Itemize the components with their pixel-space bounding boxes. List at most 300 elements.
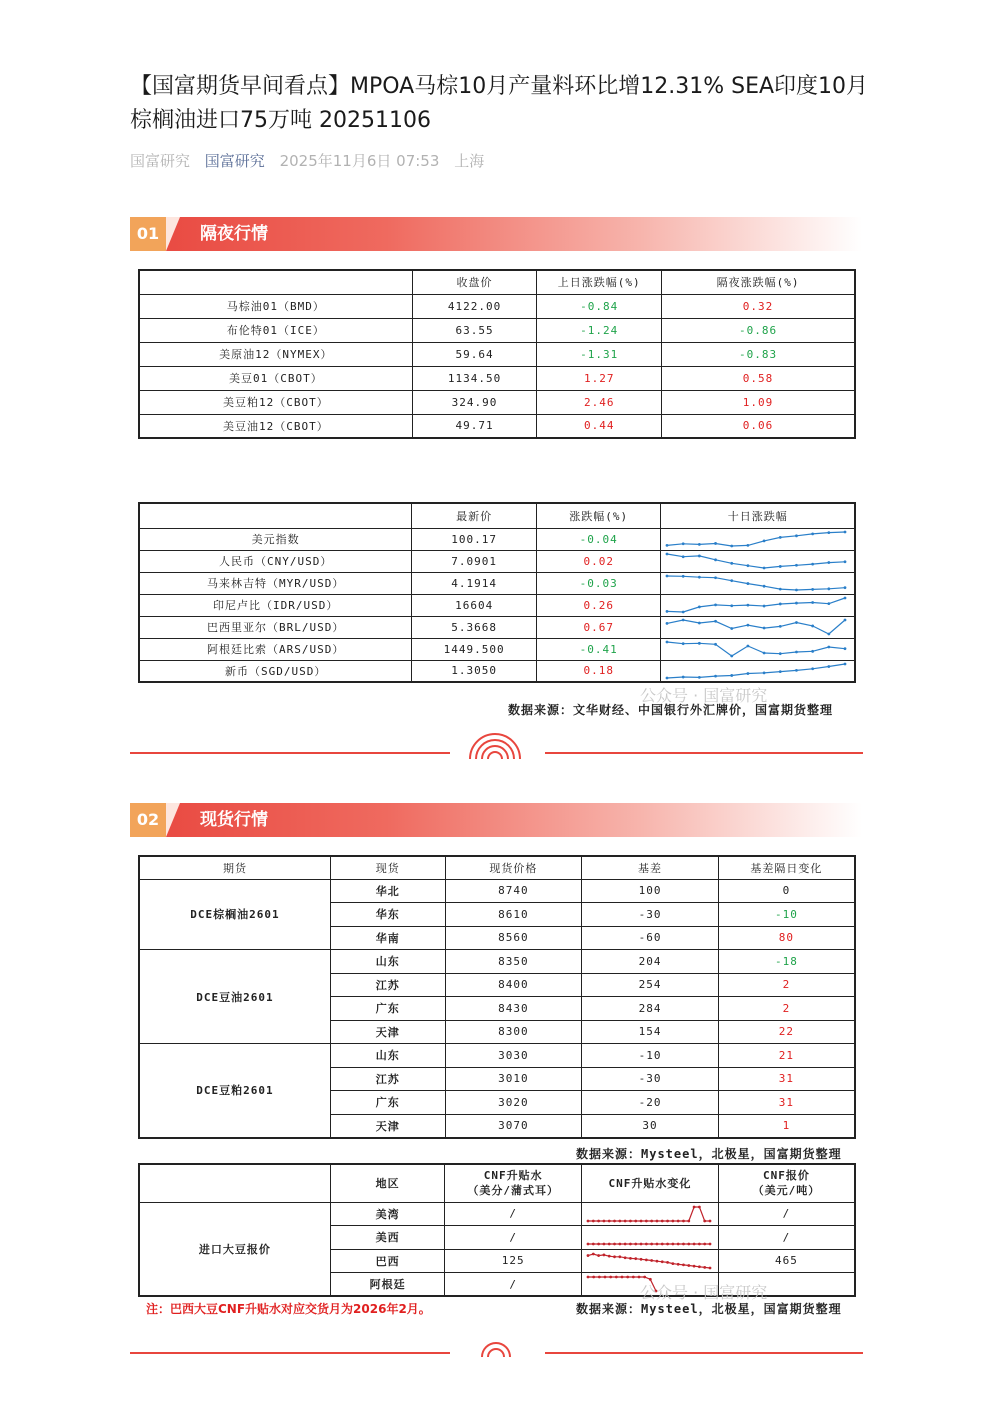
close-price: 324.90 <box>412 390 537 414</box>
spot-header: 现货 <box>330 856 445 879</box>
cnf-change-sparkline-point <box>693 1205 696 1208</box>
publish-datetime: 2025年11月6日 07:53 <box>279 152 440 170</box>
import-soybean-label: 进口大豆报价 <box>139 1202 330 1296</box>
basis: -30 <box>582 903 719 927</box>
currency-name: 人民币（CNY/USD） <box>139 550 412 572</box>
cnf-change-sparkline-point <box>608 1255 611 1258</box>
ten-day-sparkline-point <box>796 589 799 592</box>
cnf-change-sparkline-point <box>618 1255 621 1258</box>
cnf-change-sparkline-point <box>687 1264 690 1267</box>
ten-day-sparkline-point <box>844 662 847 665</box>
cnf-change-sparkline-point <box>698 1265 701 1268</box>
ten-day-sparkline-point <box>666 676 669 679</box>
spot-price: 3020 <box>445 1091 582 1115</box>
spot-price: 8560 <box>445 926 582 950</box>
cnf-change-sparkline-point <box>640 1219 643 1222</box>
latest-price: 1449.500 <box>412 638 537 660</box>
instrument-name: 美原油12（NYMEX） <box>139 342 412 366</box>
basis-change: 0 <box>718 879 855 903</box>
ten-day-sparkline-point <box>828 646 831 649</box>
ten-day-sparkline <box>661 639 851 659</box>
section-title: 现货行情 <box>200 810 268 830</box>
ten-day-sparkline-point <box>812 563 815 566</box>
fx-header <box>139 503 412 528</box>
ten-day-sparkline-line <box>667 576 845 590</box>
cnf-change-sparkline-point <box>608 1219 611 1222</box>
cnf-change-sparkline-point <box>655 1219 658 1222</box>
spot-region: 山东 <box>330 1044 445 1068</box>
ten-day-sparkline-point <box>747 604 750 607</box>
cnf-change-sparkline-point <box>592 1219 595 1222</box>
ten-day-sparkline-point <box>731 655 734 658</box>
cnf-change-sparkline-point <box>597 1243 600 1246</box>
close-price: 1134.50 <box>412 366 537 390</box>
cnf-header: CNF升贴水 （美分/蒲式耳） <box>445 1164 582 1202</box>
basis-change: 2 <box>718 997 855 1021</box>
cnf-change-sparkline-point <box>629 1257 632 1260</box>
cnf-change-sparkline-point <box>629 1243 632 1246</box>
basis: 204 <box>582 950 719 974</box>
cnf-quote: / <box>718 1226 855 1250</box>
section-banner-overnight <box>130 217 862 251</box>
ten-day-sparkline-point <box>715 643 718 646</box>
pct-change: 0.02 <box>536 550 661 572</box>
cnf-change-sparkline-point <box>709 1266 712 1269</box>
instrument-name: 美豆01（CBOT） <box>139 366 412 390</box>
divider-right <box>545 752 863 754</box>
cnf-premium: / <box>445 1226 582 1250</box>
cnf-change-sparkline-point <box>698 1243 701 1246</box>
ten-day-sparkline-point <box>796 651 799 654</box>
cnf-change-sparkline-point <box>608 1243 611 1246</box>
spot-region: 华东 <box>330 903 445 927</box>
basis-change: 31 <box>718 1091 855 1115</box>
cnf-change-sparkline-point <box>703 1266 706 1269</box>
ten-day-sparkline-point <box>731 627 734 630</box>
ten-day-sparkline-line <box>667 620 845 634</box>
spot-table <box>138 855 856 1139</box>
basis: -60 <box>582 926 719 950</box>
ten-day-sparkline-point <box>731 562 734 565</box>
prev-day-change: -1.31 <box>537 342 662 366</box>
spot-price: 8300 <box>445 1020 582 1044</box>
cnf-change-sparkline-point <box>587 1254 590 1257</box>
spot-header: 现货价格 <box>445 856 582 879</box>
table-row <box>139 342 855 366</box>
ten-day-sparkline-cell <box>661 638 855 660</box>
basis: -20 <box>582 1091 719 1115</box>
ten-day-sparkline-point <box>844 586 847 589</box>
spot-region: 天津 <box>330 1020 445 1044</box>
close-price: 59.64 <box>412 342 537 366</box>
ten-day-sparkline-point <box>682 619 685 622</box>
pct-change: 0.67 <box>536 616 661 638</box>
futures-header: 上日涨跌幅(%) <box>537 270 662 294</box>
cnf-change-sparkline-point <box>602 1253 605 1256</box>
section-title: 隔夜行情 <box>200 224 268 244</box>
close-price: 49.71 <box>412 414 537 438</box>
cloud-ornament-icon <box>465 731 525 761</box>
cnf-change-sparkline-point <box>645 1258 648 1261</box>
cnf-change-sparkline-point <box>597 1219 600 1222</box>
cnf-change-sparkline-point <box>604 1276 607 1279</box>
cnf-change-sparkline-point <box>645 1219 648 1222</box>
ten-day-sparkline-point <box>747 624 750 627</box>
instrument-name: 布伦特01（ICE） <box>139 318 412 342</box>
cnf-premium: 125 <box>445 1249 582 1273</box>
cnf-region: 美湾 <box>330 1202 445 1226</box>
ten-day-sparkline-point <box>682 575 685 578</box>
latest-price: 7.0901 <box>412 550 537 572</box>
prev-day-change: -0.84 <box>537 294 662 318</box>
fx-header: 涨跌幅(%) <box>536 503 661 528</box>
ten-day-sparkline-point <box>715 558 718 561</box>
ten-day-sparkline-line <box>667 642 845 656</box>
table-row <box>139 366 855 390</box>
ten-day-sparkline-point <box>812 625 815 628</box>
cnf-footnote: 注：巴西大豆CNF升贴水对应交货月为2026年2月。 <box>146 1302 431 1316</box>
ten-day-sparkline-cell <box>661 572 855 594</box>
table-row <box>139 572 855 594</box>
latest-price: 16604 <box>412 594 537 616</box>
table-row <box>139 1044 855 1068</box>
cnf-change-sparkline-point <box>613 1255 616 1258</box>
ten-day-sparkline <box>661 595 851 615</box>
overnight-change: 0.06 <box>662 414 855 438</box>
ten-day-sparkline-point <box>731 579 734 582</box>
cnf-change-sparkline-point <box>655 1243 658 1246</box>
table-row <box>139 528 855 550</box>
ten-day-sparkline-point <box>666 641 669 644</box>
ten-day-sparkline-point <box>779 652 782 655</box>
ten-day-sparkline-point <box>763 627 766 630</box>
table-row <box>139 950 855 974</box>
overnight-change: 1.09 <box>662 390 855 414</box>
cnf-change-sparkline-point <box>640 1243 643 1246</box>
ten-day-sparkline-point <box>715 542 718 545</box>
table-row <box>139 879 855 903</box>
cnf-change-sparkline-point <box>640 1258 643 1261</box>
cnf-change-sparkline <box>582 1227 716 1247</box>
ten-day-sparkline-point <box>779 588 782 591</box>
cnf-premium: / <box>445 1202 582 1226</box>
ten-day-sparkline <box>661 661 851 681</box>
spot-price: 3010 <box>445 1067 582 1091</box>
cnf-change-sparkline-point <box>629 1219 632 1222</box>
cnf-change-sparkline-point <box>677 1243 680 1246</box>
ten-day-sparkline <box>661 617 851 637</box>
cnf-change-sparkline-point <box>624 1256 627 1259</box>
ten-day-sparkline-point <box>763 540 766 543</box>
ten-day-sparkline-point <box>779 670 782 673</box>
overnight-change: -0.86 <box>662 318 855 342</box>
account-link[interactable]: 国富研究 <box>204 152 265 170</box>
ten-day-sparkline-point <box>812 533 815 536</box>
cnf-change-sparkline-point <box>587 1276 590 1279</box>
overnight-change: 0.58 <box>662 366 855 390</box>
cnf-change-sparkline-point <box>693 1264 696 1267</box>
section-number: 02 <box>130 803 166 837</box>
basis: 254 <box>582 973 719 997</box>
cnf-change-sparkline-point <box>613 1243 616 1246</box>
pct-change: -0.04 <box>536 528 661 550</box>
basis: 154 <box>582 1020 719 1044</box>
cnf-change-sparkline-cell <box>581 1226 718 1250</box>
cnf-quote: 465 <box>718 1249 855 1273</box>
ten-day-sparkline-point <box>828 587 831 590</box>
spot-price: 8350 <box>445 950 582 974</box>
basis: 100 <box>582 879 719 903</box>
cnf-change-sparkline-point <box>703 1243 706 1246</box>
ten-day-sparkline-cell <box>661 594 855 616</box>
close-price: 4122.00 <box>412 294 537 318</box>
cnf-change-sparkline-point <box>587 1219 590 1222</box>
ten-day-sparkline-point <box>763 652 766 655</box>
cnf-change-sparkline-cell <box>581 1249 718 1273</box>
ten-day-sparkline-point <box>796 669 799 672</box>
futures-table <box>138 269 856 439</box>
basis-change: 31 <box>718 1067 855 1091</box>
article-meta <box>130 150 494 171</box>
ten-day-sparkline-point <box>666 553 669 556</box>
ten-day-sparkline-point <box>698 676 701 679</box>
prev-day-change: 2.46 <box>537 390 662 414</box>
cnf-region: 巴西 <box>330 1249 445 1273</box>
article-author: 国富研究 <box>130 152 191 170</box>
table-row <box>139 318 855 342</box>
fx-header: 最新价 <box>412 503 537 528</box>
cnf-change-sparkline-point <box>671 1262 674 1265</box>
cnf-change-sparkline-point <box>618 1219 621 1222</box>
ten-day-sparkline-point <box>715 576 718 579</box>
futures-header <box>139 270 412 294</box>
cnf-change-sparkline-point <box>643 1276 646 1279</box>
cnf-change-sparkline-point <box>650 1219 653 1222</box>
ten-day-sparkline-point <box>715 674 718 677</box>
basis-change: 21 <box>718 1044 855 1068</box>
cnf-change-sparkline-point <box>634 1257 637 1260</box>
cnf-change-sparkline <box>582 1204 716 1224</box>
cnf-change-sparkline-cell <box>581 1202 718 1226</box>
cnf-change-sparkline-point <box>661 1219 664 1222</box>
cnf-change-sparkline-point <box>602 1219 605 1222</box>
cnf-change-sparkline-point <box>661 1260 664 1263</box>
table-row <box>139 660 855 682</box>
spot-header: 基差隔日变化 <box>718 856 855 879</box>
cnf-change-sparkline-point <box>666 1243 669 1246</box>
cnf-change-sparkline-line <box>588 1254 710 1268</box>
table-row <box>139 294 855 318</box>
ten-day-sparkline-point <box>828 531 831 534</box>
cnf-change-sparkline-point <box>661 1243 664 1246</box>
basis-change: 80 <box>718 926 855 950</box>
section-number: 01 <box>130 217 166 251</box>
spot-region: 天津 <box>330 1114 445 1138</box>
futures-contract: DCE豆粕2601 <box>139 1044 330 1138</box>
cnf-change-sparkline-point <box>621 1276 624 1279</box>
cnf-change-sparkline-point <box>634 1219 637 1222</box>
currency-name: 新币（SGD/USD） <box>139 660 412 682</box>
ten-day-sparkline-point <box>763 585 766 588</box>
ten-day-sparkline-point <box>796 602 799 605</box>
cnf-change-sparkline-point <box>624 1243 627 1246</box>
pct-change: 0.18 <box>536 660 661 682</box>
cnf-change-sparkline-point <box>682 1243 685 1246</box>
overnight-change: 0.32 <box>662 294 855 318</box>
section-banner-spot <box>130 803 862 837</box>
ten-day-sparkline-point <box>828 633 831 636</box>
cnf-change-sparkline-point <box>626 1276 629 1279</box>
pct-change: -0.41 <box>536 638 661 660</box>
spot-price: 8610 <box>445 903 582 927</box>
ten-day-sparkline-point <box>779 625 782 628</box>
spot-region: 华南 <box>330 926 445 950</box>
cnf-header: CNF升贴水变化 <box>581 1164 718 1202</box>
cnf-change-sparkline-point <box>671 1243 674 1246</box>
cnf-change-sparkline-point <box>638 1276 641 1279</box>
table-row <box>139 414 855 438</box>
ten-day-sparkline-point <box>715 620 718 623</box>
spot-region: 江苏 <box>330 1067 445 1091</box>
ten-day-sparkline-point <box>796 564 799 567</box>
ten-day-sparkline-point <box>698 622 701 625</box>
ten-day-sparkline-point <box>682 675 685 678</box>
data-source-overnight: 数据来源：文华财经、中国银行外汇牌价，国富期货整理 <box>508 703 834 717</box>
cnf-change-sparkline-point <box>655 1260 658 1263</box>
spot-region: 山东 <box>330 950 445 974</box>
ten-day-sparkline-line <box>667 532 845 546</box>
ten-day-sparkline <box>661 573 851 593</box>
ten-day-sparkline-point <box>763 605 766 608</box>
cnf-change-sparkline-point <box>592 1243 595 1246</box>
latest-price: 5.3668 <box>412 616 537 638</box>
cnf-change-sparkline-point <box>687 1243 690 1246</box>
ten-day-sparkline-point <box>844 531 847 534</box>
ten-day-sparkline-point <box>682 542 685 545</box>
watermark: 公众号 · 国富研究 <box>640 1283 768 1302</box>
instrument-name: 美豆粕12（CBOT） <box>139 390 412 414</box>
cnf-change-sparkline-point <box>682 1219 685 1222</box>
ten-day-sparkline-point <box>666 544 669 547</box>
cnf-region: 美西 <box>330 1226 445 1250</box>
fx-table <box>138 502 856 683</box>
spot-price: 3030 <box>445 1044 582 1068</box>
spot-price: 8430 <box>445 997 582 1021</box>
cnf-change-sparkline-point <box>609 1276 612 1279</box>
cloud-ornament-icon <box>478 1331 514 1361</box>
cnf-change-sparkline-point <box>698 1205 701 1208</box>
ten-day-sparkline-point <box>698 606 701 609</box>
ten-day-sparkline-cell <box>661 528 855 550</box>
ten-day-sparkline-point <box>698 642 701 645</box>
cnf-change-sparkline-point <box>703 1219 706 1222</box>
currency-name: 阿根廷比索（ARS/USD） <box>139 638 412 660</box>
spot-price: 3070 <box>445 1114 582 1138</box>
table-row <box>139 390 855 414</box>
divider-left <box>130 752 450 754</box>
instrument-name: 马棕油01（BMD） <box>139 294 412 318</box>
cnf-table <box>138 1163 856 1297</box>
table-row <box>139 616 855 638</box>
ten-day-sparkline-cell <box>661 660 855 682</box>
cnf-change-sparkline <box>582 1251 716 1271</box>
ten-day-sparkline-point <box>698 555 701 558</box>
latest-price: 4.1914 <box>412 572 537 594</box>
ten-day-sparkline-point <box>812 667 815 670</box>
ten-day-sparkline-point <box>731 545 734 548</box>
basis-change: -18 <box>718 950 855 974</box>
futures-contract: DCE棕榈油2601 <box>139 879 330 950</box>
futures-header: 隔夜涨跌幅(%) <box>662 270 855 294</box>
cnf-change-sparkline-point <box>677 1219 680 1222</box>
ten-day-sparkline-point <box>682 555 685 558</box>
currency-name: 马来林吉特（MYR/USD） <box>139 572 412 594</box>
table-row <box>139 638 855 660</box>
prev-day-change: 1.27 <box>537 366 662 390</box>
basis-change: -10 <box>718 903 855 927</box>
ten-day-sparkline-cell <box>661 550 855 572</box>
ten-day-sparkline-point <box>682 642 685 645</box>
ten-day-sparkline-point <box>698 576 701 579</box>
cnf-change-sparkline-point <box>682 1263 685 1266</box>
cnf-quote: / <box>718 1202 855 1226</box>
spot-header: 基差 <box>582 856 719 879</box>
futures-contract: DCE豆油2601 <box>139 950 330 1044</box>
spot-region: 华北 <box>330 879 445 903</box>
ten-day-sparkline-point <box>666 575 669 578</box>
cnf-change-sparkline-point <box>650 1243 653 1246</box>
spot-region: 江苏 <box>330 973 445 997</box>
ten-day-sparkline-point <box>666 610 669 613</box>
ten-day-sparkline-point <box>779 536 782 539</box>
spot-price: 8740 <box>445 879 582 903</box>
cnf-change-sparkline-point <box>666 1261 669 1264</box>
ten-day-sparkline-point <box>763 567 766 570</box>
ten-day-sparkline-line <box>667 598 845 612</box>
cnf-change-sparkline-point <box>687 1219 690 1222</box>
ten-day-sparkline-point <box>844 560 847 563</box>
publish-location: 上海 <box>454 152 485 170</box>
ten-day-sparkline <box>661 551 851 571</box>
cnf-change-sparkline-point <box>693 1243 696 1246</box>
divider-left <box>130 1352 450 1354</box>
prev-day-change: 0.44 <box>537 414 662 438</box>
close-price: 63.55 <box>412 318 537 342</box>
cnf-change-sparkline-point <box>602 1243 605 1246</box>
ten-day-sparkline-point <box>715 603 718 606</box>
futures-header: 收盘价 <box>412 270 537 294</box>
ten-day-sparkline-point <box>828 561 831 564</box>
cnf-change-sparkline-point <box>587 1243 590 1246</box>
basis: -10 <box>582 1044 719 1068</box>
ten-day-sparkline-point <box>731 604 734 607</box>
ten-day-sparkline-point <box>812 650 815 653</box>
ten-day-sparkline-point <box>763 671 766 674</box>
data-source-spot: 数据来源：Mysteel，北极星，国富期货整理 <box>576 1147 842 1161</box>
table-row <box>139 550 855 572</box>
cnf-change-sparkline-point <box>624 1219 627 1222</box>
latest-price: 1.3050 <box>412 660 537 682</box>
cnf-region: 阿根廷 <box>330 1273 445 1297</box>
prev-day-change: -1.24 <box>537 318 662 342</box>
ten-day-sparkline <box>661 529 851 549</box>
cnf-header <box>139 1164 330 1202</box>
cnf-header: 地区 <box>330 1164 445 1202</box>
cnf-change-sparkline-point <box>598 1276 601 1279</box>
cnf-change-sparkline-point <box>666 1219 669 1222</box>
cnf-change-sparkline-point <box>592 1252 595 1255</box>
fx-header: 十日涨跌幅 <box>661 503 855 528</box>
